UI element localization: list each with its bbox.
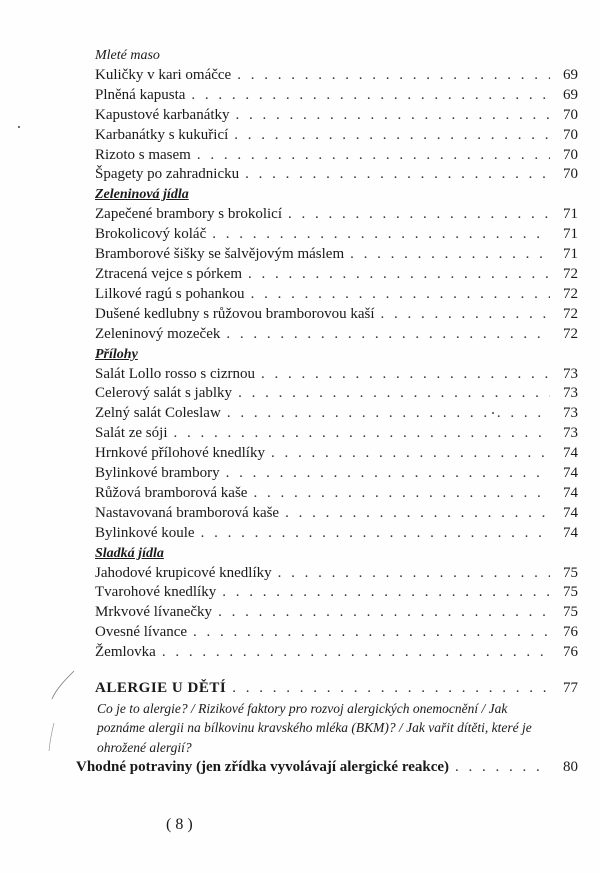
toc-entry[interactable] [95,126,578,146]
entry-page: 74 [563,484,578,501]
allergy-chapter [95,679,578,757]
entry-title: Karbanátky s kukuřicí [95,126,229,143]
dot-leader [285,504,550,524]
dot-leader [381,305,550,325]
entry-title: Plněná kapusta [95,86,186,103]
suitable-foods-title: Vhodné potraviny (jen zřídka vyvolávají alergické reakce) [76,759,450,775]
entry-page: 69 [563,67,578,83]
toc-entry[interactable] [95,404,578,424]
toc-entry[interactable] [95,524,578,544]
entry-page: 75 [563,604,578,621]
entry-title: Kapustové karbanátky [95,106,230,123]
dot-leader [234,126,550,146]
entry-page: 73 [563,365,578,382]
entry-page: 74 [563,445,578,462]
dot-leader [232,679,550,699]
entry-title: Kuličky v kari omáčce [95,67,232,83]
entry-page: 73 [563,425,578,442]
entry-page: 71 [563,206,578,223]
dot-leader [226,464,550,484]
dot-leader [455,758,550,778]
entry-title: Lilkové ragú s pohankou [95,285,245,302]
entry-title: Zeleninový mozeček [95,325,221,342]
dot-leader [173,424,550,444]
entry-page: 72 [563,305,578,322]
dot-leader [226,325,550,345]
page-number-footer: ( 8 ) [166,816,193,833]
dot-leader [162,643,550,663]
section-heading: Mleté maso [95,48,160,63]
toc-entry[interactable] [95,564,578,584]
toc-entry[interactable] [95,205,578,225]
toc-entry[interactable] [95,603,578,623]
toc-entry[interactable] [95,305,578,325]
toc-entry[interactable] [95,265,578,285]
toc-entry-suitable-foods[interactable] [76,758,578,778]
entry-page: 75 [563,564,578,581]
toc-entry[interactable] [95,86,578,106]
entry-page: 74 [563,465,578,482]
toc-entry[interactable] [95,484,578,504]
entry-page: 70 [563,106,578,123]
allergy-description: Co je to alergie? / Rizikové faktory pro rozvoj alergických onemocnění / Jak poznáme alergii na bílkovinu kravského mléka (BKM)? / Jak vařit dítěti, které je ohrožené alergií? [97,700,532,755]
dot-leader [193,623,550,643]
pencil-mark [40,665,90,765]
entry-page: 72 [563,325,578,342]
allergy-page: 77 [563,680,578,696]
dot-leader [238,384,550,404]
dot-leader [248,265,550,285]
toc-entry[interactable] [95,384,578,404]
dot-leader [227,404,550,424]
entry-title: Mrkvové lívanečky [95,604,213,621]
toc-entry[interactable] [95,245,578,265]
entry-page: 73 [563,405,578,422]
dot-leader [201,524,550,544]
section-heading: Přílohy [95,346,138,362]
entry-page: 71 [563,226,578,243]
dot-leader [288,205,550,225]
dot-leader [236,106,550,126]
dot-leader [253,484,550,504]
entry-page: 69 [563,86,578,103]
dot-leader [350,245,550,265]
entry-title: Zapečené brambory s brokolicí [95,206,283,223]
entry-title: Bylinkové brambory [95,465,220,482]
entry-page: 70 [563,166,578,183]
dot-leader [251,285,550,305]
entry-page: 72 [563,266,578,283]
toc-entry[interactable] [95,464,578,484]
dot-leader [237,66,550,86]
entry-title: Bramborové šišky se šalvějovým máslem [95,246,345,263]
entry-page: 74 [563,504,578,521]
entry-title: Ztracená vejce s pórkem [95,266,243,283]
dot-leader [278,564,550,584]
toc-entry[interactable] [95,365,578,385]
entry-title: Zelný salát Coleslaw [95,405,221,422]
paper-speck [492,412,494,414]
toc-entry[interactable] [95,444,578,464]
entry-title: Brokolicový koláč [95,226,207,243]
toc-entry[interactable] [95,146,578,166]
dot-leader [191,86,550,106]
entry-title: Špagety po zahradnicku [95,166,240,183]
allergy-title: ALERGIE U DĚTÍ [95,680,227,696]
entry-title: Nastavovaná bramborová kaše [95,504,280,521]
toc-entry[interactable] [95,623,578,643]
dot-leader [212,225,550,245]
dot-leader [261,365,550,385]
toc-entry[interactable] [95,66,578,86]
entry-page: 70 [563,146,578,163]
entry-title: Tvarohové knedlíky [95,584,217,601]
entry-title: Celerový salát s jablky [95,385,233,402]
toc-entry[interactable] [95,285,578,305]
entry-page: 76 [563,624,578,641]
entry-title: Rizoto s masem [95,146,191,163]
paper-speck [18,126,20,128]
entry-title: Salát ze sóji [95,425,168,442]
entry-page: 73 [563,385,578,402]
section-heading: Sladká jídla [95,545,164,561]
entry-title: Salát Lollo rosso s cizrnou [95,365,255,382]
section-heading: Zeleninová jídla [95,187,189,203]
toc-entry[interactable] [95,504,578,524]
entry-title: Žemlovka [95,644,156,661]
toc-entry[interactable] [95,424,578,444]
entry-title: Dušené kedlubny s růžovou bramborovou kaší [95,305,375,322]
entry-page: 72 [563,285,578,302]
toc-entry[interactable] [95,225,578,245]
suitable-foods-chapter [76,758,578,778]
toc-entry[interactable] [95,643,578,663]
dot-leader [245,165,550,185]
dot-leader [222,583,550,603]
dot-leader [218,603,550,623]
entry-page: 70 [563,126,578,143]
dot-leader [271,444,550,464]
toc-entry[interactable] [95,165,578,185]
entry-page: 75 [563,584,578,601]
entry-title: Jahodové krupicové knedlíky [95,564,272,581]
entry-title: Hrnkové přílohové knedlíky [95,445,265,462]
entry-page: 76 [563,644,578,661]
entry-title: Bylinkové koule [95,524,195,541]
dot-leader [197,146,550,166]
entry-page: 71 [563,246,578,263]
toc-entry[interactable] [95,325,578,345]
table-of-contents [95,46,578,663]
suitable-foods-page: 80 [563,759,578,775]
entry-title: Růžová bramborová kaše [95,484,248,501]
entry-title: Ovesné lívance [95,624,188,641]
entry-page: 74 [563,524,578,541]
toc-entry[interactable] [95,106,578,126]
toc-entry-allergy[interactable] [95,679,578,699]
toc-entry[interactable] [95,583,578,603]
